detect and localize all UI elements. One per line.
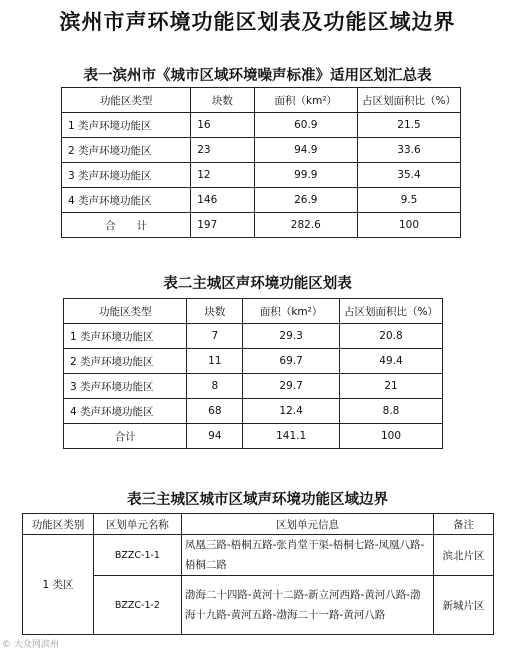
table-cell: 26.9	[254, 188, 357, 213]
table-row	[64, 324, 443, 349]
header-cell: 占区划面积比（%）	[340, 299, 443, 324]
table-header-row	[23, 514, 494, 535]
table-header-row	[64, 299, 443, 324]
table-cell: 100	[340, 424, 443, 449]
table-row	[23, 576, 494, 635]
header-cell: 功能区类型	[62, 88, 191, 113]
table-cell: 8.8	[340, 399, 443, 424]
table-cell: 12.4	[243, 399, 340, 424]
table-cell: 69.7	[243, 349, 340, 374]
table-cell: 49.4	[340, 349, 443, 374]
table-row	[62, 188, 461, 213]
header-cell: 面积（km²）	[254, 88, 357, 113]
table-row	[64, 349, 443, 374]
table-cell: 7	[187, 324, 243, 349]
table-header-row	[62, 88, 461, 113]
table-cell: 33.6	[358, 138, 461, 163]
table-cell: 141.1	[243, 424, 340, 449]
boundary-table	[22, 513, 494, 635]
table-cell: BZZC-1-1	[93, 535, 181, 576]
table-cell: 1 类声环境功能区	[62, 113, 191, 138]
table-cell: 99.9	[254, 163, 357, 188]
header-cell: 区划单元名称	[93, 514, 181, 535]
table-cell: 9.5	[358, 188, 461, 213]
header-cell: 块数	[187, 299, 243, 324]
table-cell: 3 类声环境功能区	[62, 163, 191, 188]
table-cell: 21	[340, 374, 443, 399]
table-cell: 60.9	[254, 113, 357, 138]
table-cell: 滨北片区	[434, 535, 494, 576]
category-cell: 1 类区	[23, 535, 94, 635]
table-cell: 新城片区	[434, 576, 494, 635]
table-cell: 21.5	[358, 113, 461, 138]
table-cell: 68	[187, 399, 243, 424]
table-cell: 94	[187, 424, 243, 449]
table-row	[62, 113, 461, 138]
table-row	[64, 399, 443, 424]
table-cell: 197	[191, 213, 254, 238]
main-district-table	[63, 298, 443, 449]
table-row	[62, 163, 461, 188]
table-cell: 合 计	[62, 213, 191, 238]
table-cell: 合计	[64, 424, 187, 449]
table-row	[62, 138, 461, 163]
table-cell: 2 类声环境功能区	[64, 349, 187, 374]
table-cell: 3 类声环境功能区	[64, 374, 187, 399]
table-total-row	[64, 424, 443, 449]
header-cell: 功能区类别	[23, 514, 94, 535]
table-cell: BZZC-1-2	[93, 576, 181, 635]
table-cell: 12	[191, 163, 254, 188]
table-cell: 凤凰三路-梧桐五路-张肖堂干渠-梧桐七路-凤凰八路-梧桐二路	[181, 535, 433, 576]
summary-table	[61, 87, 461, 238]
table-cell: 29.7	[243, 374, 340, 399]
page-title: 滨州市声环境功能区划表及功能区域边界	[59, 9, 456, 34]
table-cell: 100	[358, 213, 461, 238]
table-cell: 8	[187, 374, 243, 399]
watermark: © 大众网滨州	[2, 640, 59, 650]
table-row	[64, 374, 443, 399]
table-cell: 35.4	[358, 163, 461, 188]
table-cell: 146	[191, 188, 254, 213]
table-cell: 20.8	[340, 324, 443, 349]
header-cell: 面积（km²）	[243, 299, 340, 324]
table-cell: 1 类声环境功能区	[64, 324, 187, 349]
table-cell: 16	[191, 113, 254, 138]
table-row	[23, 535, 494, 576]
header-cell: 备注	[434, 514, 494, 535]
table-cell: 11	[187, 349, 243, 374]
header-cell: 区划单元信息	[181, 514, 433, 535]
header-cell: 功能区类型	[64, 299, 187, 324]
table-cell: 渤海二十四路-黄河十二路-新立河西路-黄河八路-渤海十九路-黄河五路-渤海二十一路-黄河八路	[181, 576, 433, 635]
table-cell: 282.6	[254, 213, 357, 238]
table3-caption: 表三主城区城市区域声环境功能区域边界	[127, 491, 388, 508]
table1-caption: 表一滨州市《城市区域环境噪声标准》适用区划汇总表	[83, 67, 432, 84]
table-cell: 4 类声环境功能区	[64, 399, 187, 424]
table-cell: 2 类声环境功能区	[62, 138, 191, 163]
table-cell: 29.3	[243, 324, 340, 349]
header-cell: 块数	[191, 88, 254, 113]
table-cell: 23	[191, 138, 254, 163]
table-cell: 4 类声环境功能区	[62, 188, 191, 213]
table2-caption: 表二主城区声环境功能区划表	[163, 275, 352, 292]
table-total-row	[62, 213, 461, 238]
table-cell: 94.9	[254, 138, 357, 163]
header-cell: 占区划面积比（%）	[358, 88, 461, 113]
